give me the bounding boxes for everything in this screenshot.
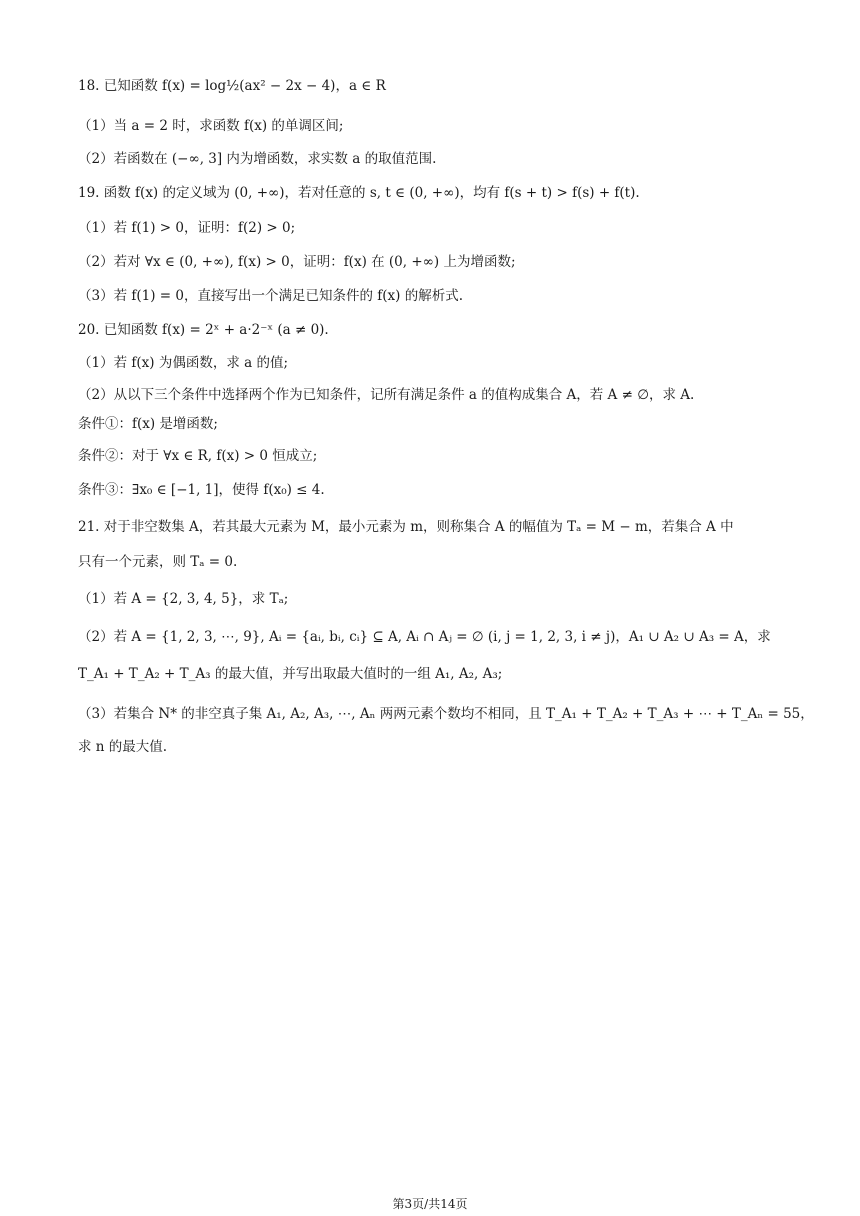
q18-stem: 18. 已知函数 f(x) = log½(ax² − 2x − 4)，a ∈ R (78, 78, 386, 94)
q19-part2: （2）若对 ∀x ∈ (0, +∞), f(x) > 0，证明：f(x) 在 (0, +∞) 上为增函数; (78, 254, 516, 270)
q21-stem-line1: 21. 对于非空数集 A，若其最大元素为 M，最小元素为 m，则称集合 A 的幅值为 Tₐ = M − m，若集合 A 中 (78, 519, 734, 535)
q21-stem-line2: 只有一个元素，则 Tₐ = 0. (78, 554, 238, 570)
q20-condition-2: 条件②：对于 ∀x ∈ R, f(x) > 0 恒成立; (78, 448, 318, 464)
q19-part1: （1）若 f(1) > 0，证明：f(2) > 0; (78, 220, 296, 236)
q21-part2-line2: T_A₁ + T_A₂ + T_A₃ 的最大值，并写出取最大值时的一组 A₁, A₂, A₃; (78, 666, 503, 682)
page-number: 第3页/共14页 (392, 1197, 468, 1211)
q20-stem: 20. 已知函数 f(x) = 2ˣ + a·2⁻ˣ (a ≠ 0). (78, 322, 329, 338)
q21-part1: （1）若 A = {2, 3, 4, 5}，求 Tₐ; (78, 591, 289, 607)
q18-part1: （1）当 a = 2 时，求函数 f(x) 的单调区间; (78, 118, 344, 134)
q19-part3: （3）若 f(1) = 0，直接写出一个满足已知条件的 f(x) 的解析式. (78, 288, 463, 304)
q19-stem: 19. 函数 f(x) 的定义域为 (0, +∞)，若对任意的 s, t ∈ (0, +∞)，均有 f(s + t) > f(s) + f(t). (78, 185, 640, 201)
q20-condition-1: 条件①：f(x) 是增函数; (78, 416, 218, 432)
q21-part3-line2: 求 n 的最大值. (78, 739, 168, 755)
q21-part3-line1: （3）若集合 N* 的非空真子集 A₁, A₂, A₃, ⋯, Aₙ 两两元素个数均不相同，且 T_A₁ + T_A₂ + T_A₃ + ⋯ + T_Aₙ = 55， (78, 706, 814, 722)
q20-part1: （1）若 f(x) 为偶函数，求 a 的值; (78, 355, 288, 371)
q20-part2: （2）从以下三个条件中选择两个作为已知条件，记所有满足条件 a 的值构成集合 A，若 A ≠ ∅，求 A. (78, 387, 695, 403)
q18-part2: （2）若函数在 (−∞, 3] 内为增函数，求实数 a 的取值范围. (78, 151, 437, 167)
q20-condition-3: 条件③：∃x₀ ∈ [−1, 1]，使得 f(x₀) ≤ 4. (78, 482, 325, 498)
q21-part2-line1: （2）若 A = {1, 2, 3, ⋯, 9}, Aᵢ = {aᵢ, bᵢ, cᵢ} ⊆ A, Aᵢ ∩ Aⱼ = ∅ (i, j = 1, 2, 3, i ≠ j)，A₁ ∪ A₂ ∪ A₃ = A，求 (78, 629, 771, 645)
